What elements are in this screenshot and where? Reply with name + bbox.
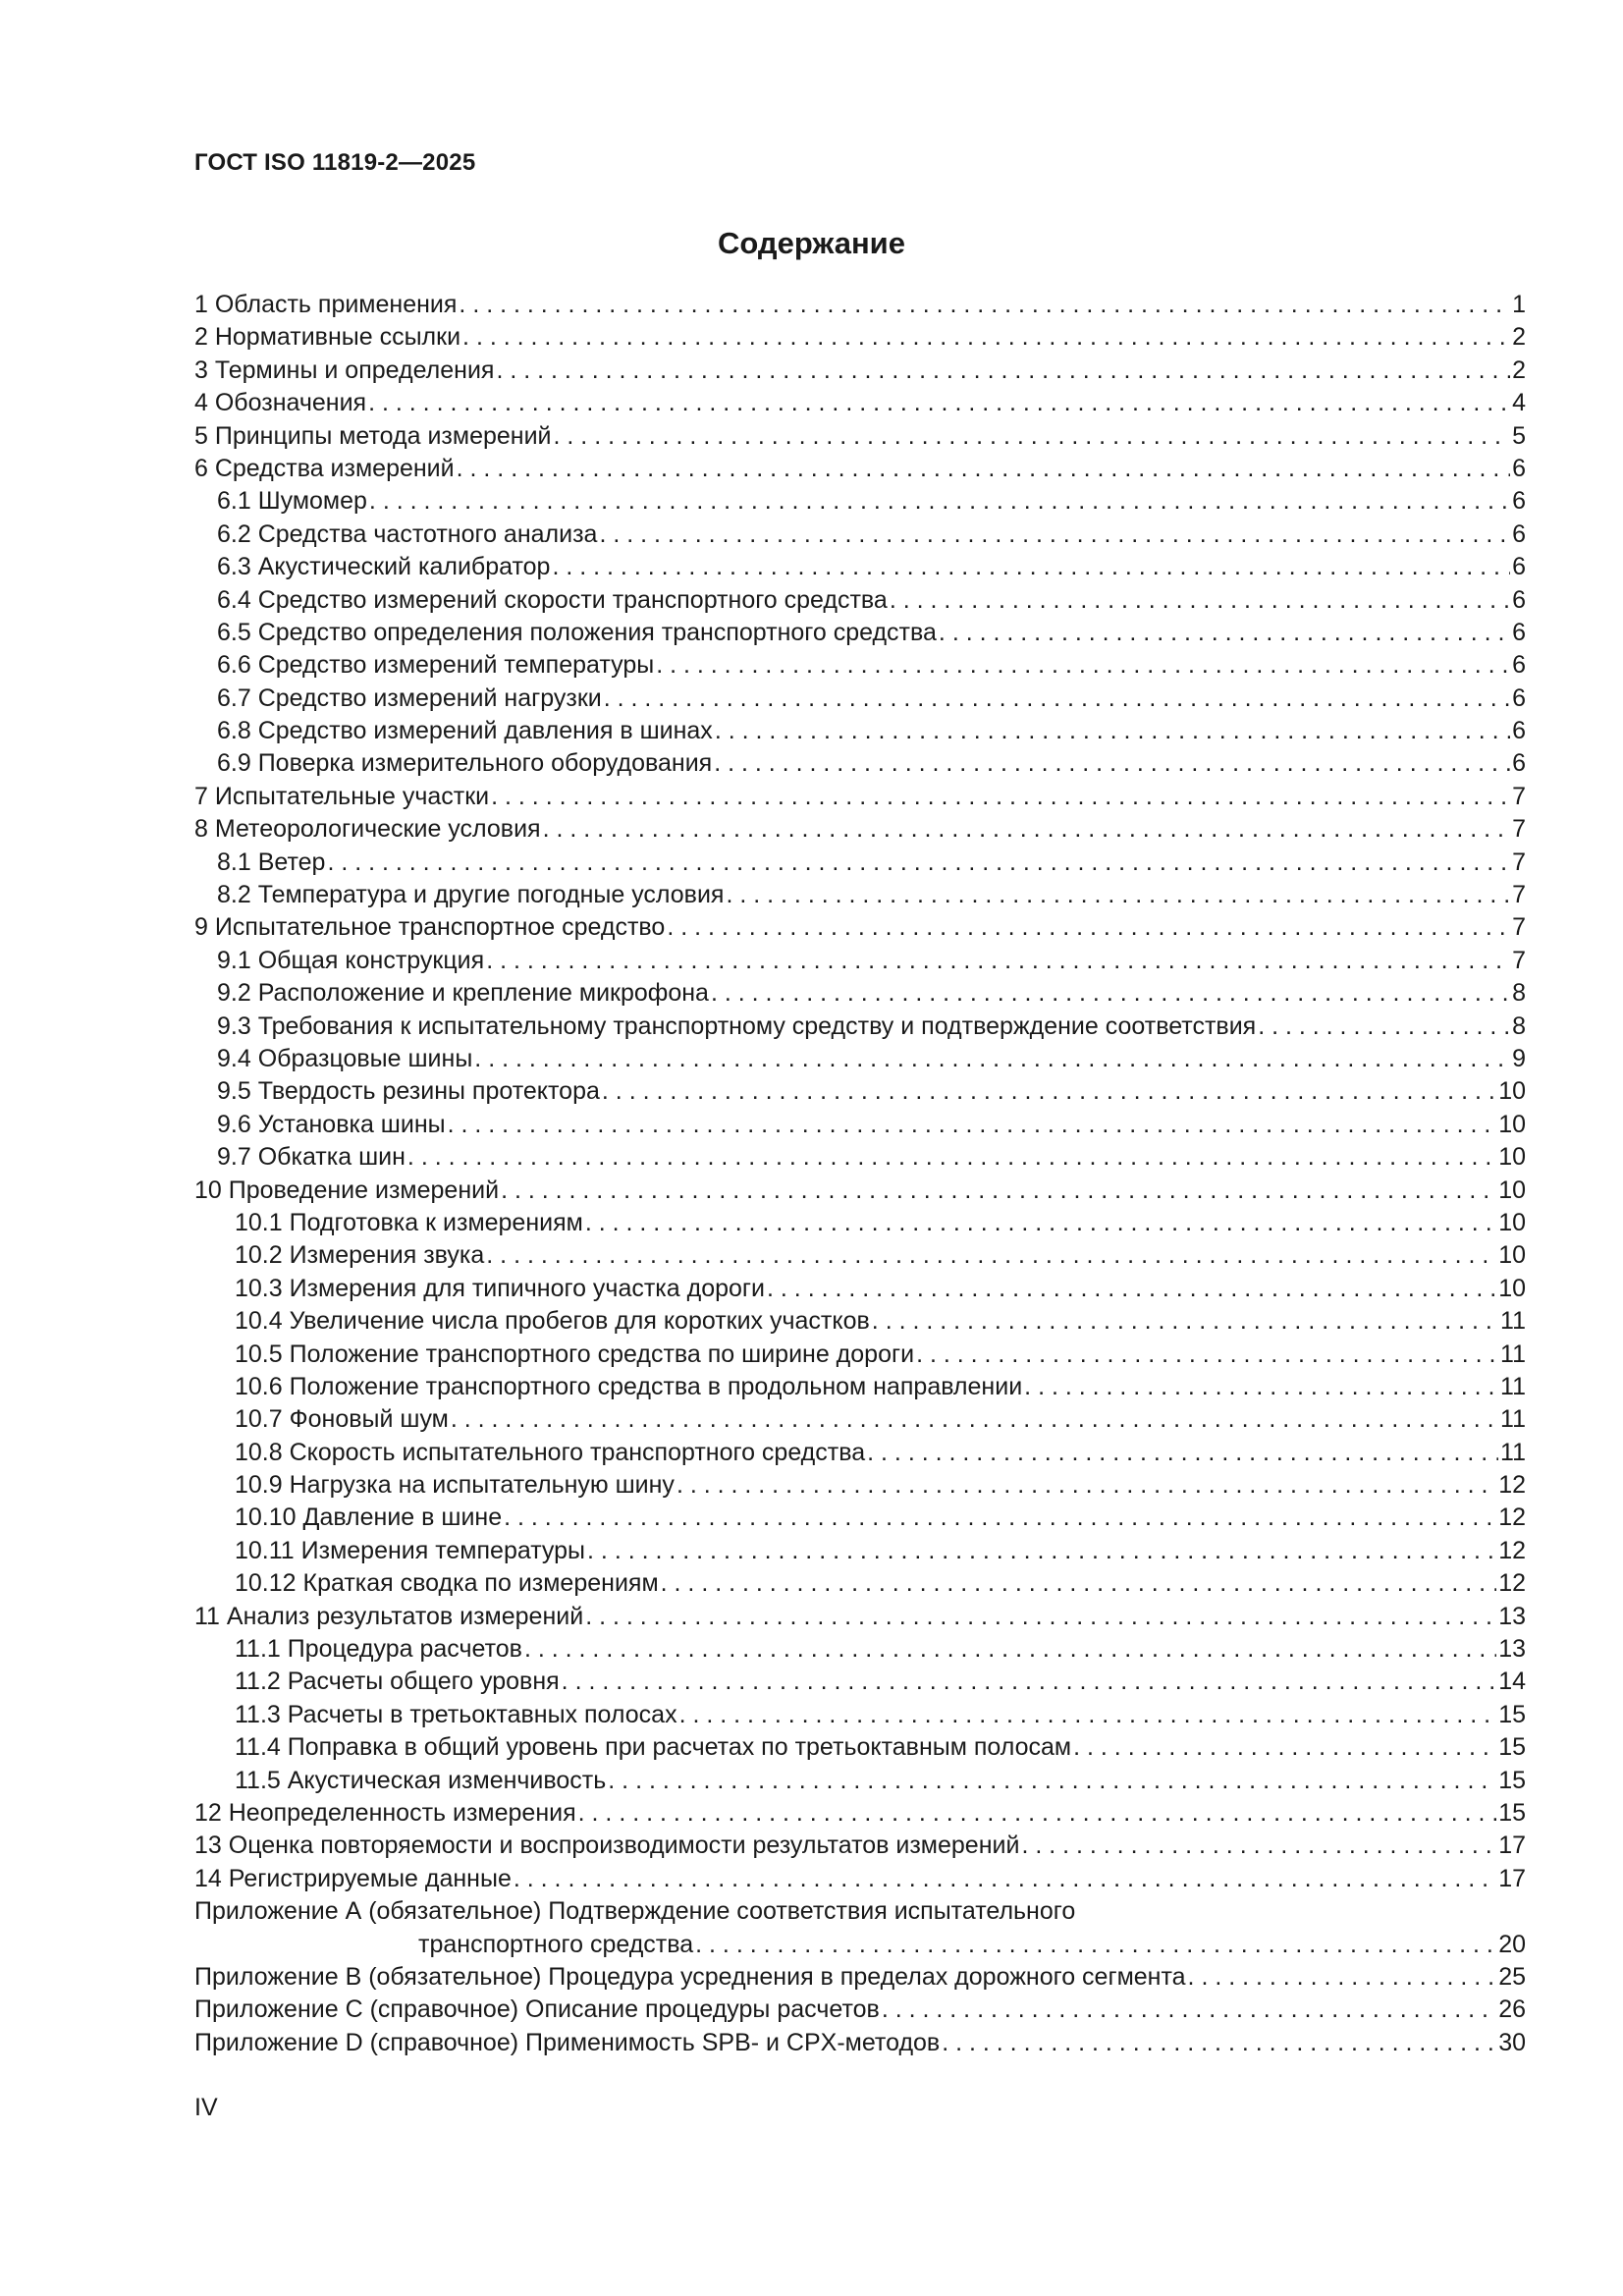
toc-page-number: 6 bbox=[1512, 749, 1526, 778]
toc-leader-dots bbox=[715, 715, 1510, 747]
toc-page-number: 7 bbox=[1512, 847, 1526, 876]
toc-entry[interactable] bbox=[194, 847, 1526, 879]
toc-page-number: 6 bbox=[1512, 487, 1526, 516]
toc-leader-dots bbox=[554, 420, 1511, 453]
toc-page-number: 11 bbox=[1500, 1339, 1526, 1368]
toc-entry[interactable] bbox=[194, 1863, 1526, 1895]
toc-page-number: 10 bbox=[1498, 1110, 1526, 1138]
toc-entry-title: 11.3 Расчеты в третьоктавных полосах bbox=[235, 1700, 677, 1728]
toc-entry-title: 10.7 Фоновый шум bbox=[235, 1405, 449, 1434]
toc-leader-dots bbox=[604, 683, 1510, 715]
toc-entry[interactable] bbox=[194, 879, 1526, 911]
toc-page-number: 15 bbox=[1498, 1700, 1526, 1728]
toc-leader-dots bbox=[474, 1043, 1510, 1075]
toc-entry[interactable] bbox=[194, 1403, 1526, 1436]
toc-page-number: 14 bbox=[1498, 1667, 1526, 1696]
toc-page-number: 10 bbox=[1498, 1274, 1526, 1302]
toc-entry[interactable] bbox=[194, 1830, 1526, 1862]
toc-entry-title: 8.1 Ветер bbox=[217, 847, 326, 876]
toc-entry-title: 9.6 Установка шины bbox=[217, 1110, 446, 1138]
toc-entry[interactable] bbox=[194, 1633, 1526, 1666]
toc-leader-dots bbox=[867, 1437, 1498, 1469]
toc-page-number: 11 bbox=[1500, 1405, 1526, 1434]
toc-page-number: 10 bbox=[1498, 1175, 1526, 1204]
toc-leader-dots bbox=[562, 1666, 1497, 1698]
toc-leader-dots bbox=[608, 1765, 1496, 1797]
toc-page-number: 2 bbox=[1512, 323, 1526, 352]
toc-entry[interactable] bbox=[194, 1141, 1526, 1174]
toc-entry-title: 6.5 Средство определения положения транспортного средства bbox=[217, 618, 937, 646]
toc-entry-title: 13 Оценка повторяемости и воспроизводимости результатов измерений bbox=[194, 1831, 1020, 1860]
toc-entry[interactable] bbox=[194, 1699, 1526, 1731]
toc-leader-dots bbox=[679, 1699, 1497, 1731]
toc-entry-title: 11.1 Процедура расчетов bbox=[235, 1635, 522, 1664]
toc-leader-dots bbox=[1021, 1830, 1496, 1862]
toc-leader-dots bbox=[459, 289, 1510, 321]
toc-entry-title: 8 Метеорологические условия bbox=[194, 815, 541, 844]
toc-page-number: 6 bbox=[1512, 717, 1526, 745]
toc-entry[interactable] bbox=[194, 1797, 1526, 1830]
toc-page-number: 6 bbox=[1512, 683, 1526, 712]
toc-entry-title: 10.6 Положение транспортного средства в продольном направлении bbox=[235, 1372, 1023, 1400]
toc-entry[interactable] bbox=[194, 747, 1526, 780]
toc-leader-dots bbox=[916, 1339, 1498, 1371]
toc-leader-dots bbox=[369, 485, 1510, 518]
toc-entry-title: 10.2 Измерения звука bbox=[235, 1241, 485, 1270]
toc-appendix-d-title: Приложение D (справочное) Применимость SPB- и CPX-методов bbox=[194, 2028, 941, 2056]
toc-page-number: 11 bbox=[1500, 1438, 1526, 1466]
toc-entry-title: 9.2 Расположение и крепление микрофона bbox=[217, 979, 709, 1008]
toc-entry-title: 11.2 Расчеты общего уровня bbox=[235, 1667, 560, 1696]
toc-entry-title: 9 Испытательное транспортное средство bbox=[194, 913, 666, 942]
toc-entry[interactable] bbox=[194, 911, 1526, 944]
toc-page-number: 17 bbox=[1498, 1864, 1526, 1892]
toc-entry[interactable] bbox=[194, 485, 1526, 518]
toc-entry-title: 10.4 Увеличение числа пробегов для коротких участков bbox=[235, 1307, 870, 1336]
toc-page-number: 12 bbox=[1498, 1569, 1526, 1598]
toc-entry-title: 5 Принципы метода измерений bbox=[194, 421, 552, 450]
toc-leader-dots bbox=[667, 911, 1510, 944]
toc-page-number: 1 bbox=[1512, 291, 1526, 318]
toc-entry[interactable] bbox=[194, 617, 1526, 649]
toc-page-number: 10 bbox=[1498, 1077, 1526, 1106]
toc-leader-dots bbox=[714, 747, 1510, 780]
toc-entry[interactable] bbox=[194, 453, 1526, 485]
toc-page-number: 15 bbox=[1498, 1766, 1526, 1794]
toc-entry-title: 12 Неопределенность измерения bbox=[194, 1798, 576, 1827]
toc-entry-title: 11.4 Поправка в общий уровень при расчетах по третьоктавным полосам bbox=[235, 1733, 1072, 1762]
toc-leader-dots bbox=[602, 1075, 1496, 1108]
toc-entry-title: 3 Термины и определения bbox=[194, 355, 495, 384]
toc-leader-dots bbox=[1073, 1731, 1496, 1764]
toc-entry-title: 9.5 Твердость резины протектора bbox=[217, 1077, 600, 1106]
toc-entry-title: 9.3 Требования к испытательному транспортному средству и подтверждение соответствия bbox=[217, 1011, 1257, 1040]
toc-entry[interactable] bbox=[194, 1567, 1526, 1600]
toc-entry-title: 6.9 Поверка измерительного оборудования bbox=[217, 749, 713, 778]
toc-entry[interactable] bbox=[194, 977, 1526, 1010]
toc-entry[interactable] bbox=[194, 584, 1526, 617]
toc-leader-dots bbox=[327, 847, 1510, 879]
toc-leader-dots bbox=[543, 813, 1511, 846]
toc-leader-dots bbox=[496, 355, 1510, 387]
toc-appendix-c[interactable] bbox=[194, 1994, 1526, 2026]
toc-leader-dots bbox=[872, 1305, 1498, 1338]
toc-entry[interactable] bbox=[194, 781, 1526, 813]
toc-entry[interactable] bbox=[194, 1765, 1526, 1797]
toc-page-number: 7 bbox=[1512, 946, 1526, 974]
toc-leader-dots bbox=[486, 1239, 1496, 1272]
toc-entry[interactable] bbox=[194, 1502, 1526, 1534]
toc-page-number: 6 bbox=[1512, 454, 1526, 482]
toc-page-number: 25 bbox=[1498, 1962, 1526, 1991]
toc-entry-title: 6.7 Средство измерений нагрузки bbox=[217, 683, 602, 712]
toc-page-number: 10 bbox=[1498, 1241, 1526, 1270]
toc-entry[interactable] bbox=[194, 551, 1526, 583]
toc-entry-title: 10.8 Скорость испытательного транспортного средства bbox=[235, 1438, 866, 1466]
toc-leader-dots bbox=[711, 977, 1510, 1010]
toc-entry[interactable] bbox=[194, 1437, 1526, 1469]
toc-entry-title: 6.1 Шумомер bbox=[217, 487, 367, 516]
toc-entries bbox=[194, 289, 1526, 1895]
toc-leader-dots bbox=[599, 519, 1510, 551]
page-number: IV bbox=[194, 2094, 218, 2121]
toc-leader-dots bbox=[1024, 1371, 1498, 1403]
toc-leader-dots bbox=[661, 1567, 1497, 1600]
toc-leader-dots bbox=[368, 387, 1510, 419]
toc-page-number: 6 bbox=[1512, 618, 1526, 646]
toc-leader-dots bbox=[726, 879, 1510, 911]
toc-leader-dots bbox=[656, 649, 1510, 682]
toc-page-number: 6 bbox=[1512, 553, 1526, 581]
toc-appendix-a-subtitle: транспортного средства bbox=[418, 1930, 694, 1958]
toc-entry[interactable] bbox=[194, 649, 1526, 682]
toc-entry[interactable] bbox=[194, 683, 1526, 715]
toc-page-number: 12 bbox=[1498, 1536, 1526, 1564]
toc-page-number: 15 bbox=[1498, 1733, 1526, 1762]
toc-appendix-b[interactable] bbox=[194, 1961, 1526, 1994]
toc-entry[interactable] bbox=[194, 1239, 1526, 1272]
toc-leader-dots bbox=[695, 1929, 1496, 1961]
toc-entry[interactable] bbox=[194, 945, 1526, 977]
toc-leader-dots bbox=[585, 1601, 1496, 1633]
toc-leader-dots bbox=[451, 1403, 1498, 1436]
toc-entry-title: 10 Проведение измерений bbox=[194, 1175, 500, 1204]
toc-page-number: 6 bbox=[1512, 519, 1526, 548]
toc-entry[interactable] bbox=[194, 1339, 1526, 1371]
toc-entry[interactable] bbox=[194, 1469, 1526, 1502]
toc-page-number: 20 bbox=[1498, 1930, 1526, 1958]
toc-appendix-a-title: Приложение А (обязательное) Подтверждение соответствия испытательного bbox=[194, 1897, 1076, 1926]
toc-leader-dots bbox=[448, 1109, 1497, 1141]
toc-leader-dots bbox=[578, 1797, 1497, 1830]
toc-page-number: 12 bbox=[1498, 1503, 1526, 1532]
toc-entry-title: 9.1 Общая конструкция bbox=[217, 946, 485, 974]
toc-page-number: 11 bbox=[1500, 1307, 1526, 1336]
toc-entry-title: 10.3 Измерения для типичного участка дороги bbox=[235, 1274, 766, 1302]
toc-entry-title: 6.4 Средство измерений скорости транспортного средства bbox=[217, 585, 888, 614]
toc-appendix-b-title: Приложение В (обязательное) Процедура усреднения в пределах дорожного сегмента bbox=[194, 1962, 1186, 1991]
toc-entry[interactable] bbox=[194, 355, 1526, 387]
toc-page-number: 2 bbox=[1512, 355, 1526, 384]
toc-leader-dots bbox=[587, 1535, 1496, 1567]
toc-leader-dots bbox=[407, 1141, 1496, 1174]
toc-leader-dots bbox=[457, 453, 1510, 485]
toc-entry-title: 2 Нормативные ссылки bbox=[194, 323, 461, 352]
toc-entry-title: 11.5 Акустическая изменчивость bbox=[235, 1766, 607, 1794]
toc-page-number: 10 bbox=[1498, 1143, 1526, 1172]
toc-entry-title: 9.7 Обкатка шин bbox=[217, 1143, 406, 1172]
toc-entry[interactable] bbox=[194, 519, 1526, 551]
toc-leader-dots bbox=[552, 551, 1510, 583]
document-header: ГОСТ ISO 11819-2—2025 bbox=[194, 149, 476, 176]
toc-entry[interactable] bbox=[194, 1601, 1526, 1633]
toc-entry-title: 10.12 Краткая сводка по измерениям bbox=[235, 1569, 659, 1598]
toc-page-number: 11 bbox=[1500, 1372, 1526, 1400]
toc-leader-dots bbox=[942, 2027, 1496, 2059]
toc-entry-title: 6.3 Акустический калибратор bbox=[217, 553, 551, 581]
toc-entry[interactable] bbox=[194, 715, 1526, 747]
toc-title: Содержание bbox=[718, 226, 905, 260]
toc-leader-dots bbox=[1258, 1011, 1510, 1043]
toc-appendix-c-title: Приложение С (справочное) Описание процедуры расчетов bbox=[194, 1995, 880, 2024]
toc-entry-title: 10.11 Измерения температуры bbox=[235, 1536, 586, 1564]
toc-entry[interactable] bbox=[194, 1666, 1526, 1698]
toc-leader-dots bbox=[514, 1863, 1496, 1895]
toc-page-number: 26 bbox=[1498, 1995, 1526, 2024]
toc-page-number: 6 bbox=[1512, 651, 1526, 680]
toc-page-number: 13 bbox=[1498, 1602, 1526, 1630]
toc-entry-title: 4 Обозначения bbox=[194, 389, 367, 417]
toc-leader-dots bbox=[939, 617, 1510, 649]
toc-entry-title: 8.2 Температура и другие погодные условия bbox=[217, 881, 725, 909]
toc-entry[interactable] bbox=[194, 1011, 1526, 1043]
toc-leader-dots bbox=[882, 1994, 1496, 2026]
toc-entry[interactable] bbox=[194, 1731, 1526, 1764]
toc-entry[interactable] bbox=[194, 1109, 1526, 1141]
toc-entry[interactable] bbox=[194, 1207, 1526, 1239]
toc-page-number: 12 bbox=[1498, 1471, 1526, 1500]
toc-entry-title: 10.5 Положение транспортного средства по ширине дороги bbox=[235, 1339, 915, 1368]
toc-page-number: 7 bbox=[1512, 913, 1526, 942]
toc-leader-dots bbox=[491, 781, 1510, 813]
toc-leader-dots bbox=[486, 945, 1510, 977]
toc-leader-dots bbox=[890, 584, 1510, 617]
toc-page-number: 7 bbox=[1512, 782, 1526, 810]
toc-entry-title: 14 Регистрируемые данные bbox=[194, 1864, 512, 1892]
toc-leader-dots bbox=[1188, 1961, 1497, 1994]
toc-entry-title: 6 Средства измерений bbox=[194, 454, 455, 482]
toc-page-number: 7 bbox=[1512, 815, 1526, 844]
toc-entry-title: 7 Испытательные участки bbox=[194, 782, 490, 810]
toc-appendix-a-line1[interactable] bbox=[194, 1895, 1526, 1928]
toc-page-number: 13 bbox=[1498, 1635, 1526, 1664]
toc-entry-title: 6.6 Средство измерений температуры bbox=[217, 651, 655, 680]
toc-page-number: 9 bbox=[1512, 1044, 1526, 1072]
toc-entry[interactable] bbox=[194, 1273, 1526, 1305]
toc-entry[interactable] bbox=[194, 1305, 1526, 1338]
toc-page-number: 10 bbox=[1498, 1208, 1526, 1236]
toc-entry[interactable] bbox=[194, 387, 1526, 419]
toc-page-number: 4 bbox=[1512, 389, 1526, 417]
toc-entry[interactable] bbox=[194, 1371, 1526, 1403]
toc-entry[interactable] bbox=[194, 289, 1526, 321]
toc-page-number: 7 bbox=[1512, 881, 1526, 909]
toc-leader-dots bbox=[524, 1633, 1496, 1666]
table-of-contents bbox=[194, 289, 1526, 2059]
toc-entry-title: 6.2 Средства частотного анализа bbox=[217, 519, 598, 548]
toc-page-number: 30 bbox=[1498, 2028, 1526, 2056]
toc-page-number: 17 bbox=[1498, 1831, 1526, 1860]
toc-page-number: 8 bbox=[1512, 1011, 1526, 1040]
toc-leader-dots bbox=[676, 1469, 1496, 1502]
toc-entry[interactable] bbox=[194, 1075, 1526, 1108]
toc-entry[interactable] bbox=[194, 1535, 1526, 1567]
toc-page-number: 5 bbox=[1512, 421, 1526, 450]
toc-entry-title: 9.4 Образцовые шины bbox=[217, 1044, 473, 1072]
toc-leader-dots bbox=[462, 321, 1510, 354]
toc-leader-dots bbox=[501, 1175, 1496, 1207]
toc-appendix-d[interactable] bbox=[194, 2027, 1526, 2059]
toc-page-number: 8 bbox=[1512, 979, 1526, 1008]
toc-leader-dots bbox=[767, 1273, 1496, 1305]
toc-entry-title: 11 Анализ результатов измерений bbox=[194, 1602, 584, 1630]
toc-entry-title: 10.10 Давление в шине bbox=[235, 1503, 503, 1532]
toc-page-number: 6 bbox=[1512, 585, 1526, 614]
toc-entry[interactable] bbox=[194, 813, 1526, 846]
toc-entry-title: 1 Область применения bbox=[194, 291, 458, 318]
toc-entry-title: 10.9 Нагрузка на испытательную шину bbox=[235, 1471, 675, 1500]
toc-entry[interactable] bbox=[194, 321, 1526, 354]
toc-entry[interactable] bbox=[194, 1043, 1526, 1075]
toc-entry-title: 6.8 Средство измерений давления в шинах bbox=[217, 717, 713, 745]
toc-leader-dots bbox=[504, 1502, 1496, 1534]
toc-entry-title: 10.1 Подготовка к измерениям bbox=[235, 1208, 583, 1236]
toc-appendix-a[interactable] bbox=[194, 1929, 1526, 1961]
toc-entry[interactable] bbox=[194, 1175, 1526, 1207]
toc-entry[interactable] bbox=[194, 420, 1526, 453]
toc-page-number: 15 bbox=[1498, 1798, 1526, 1827]
toc-leader-dots bbox=[585, 1207, 1496, 1239]
